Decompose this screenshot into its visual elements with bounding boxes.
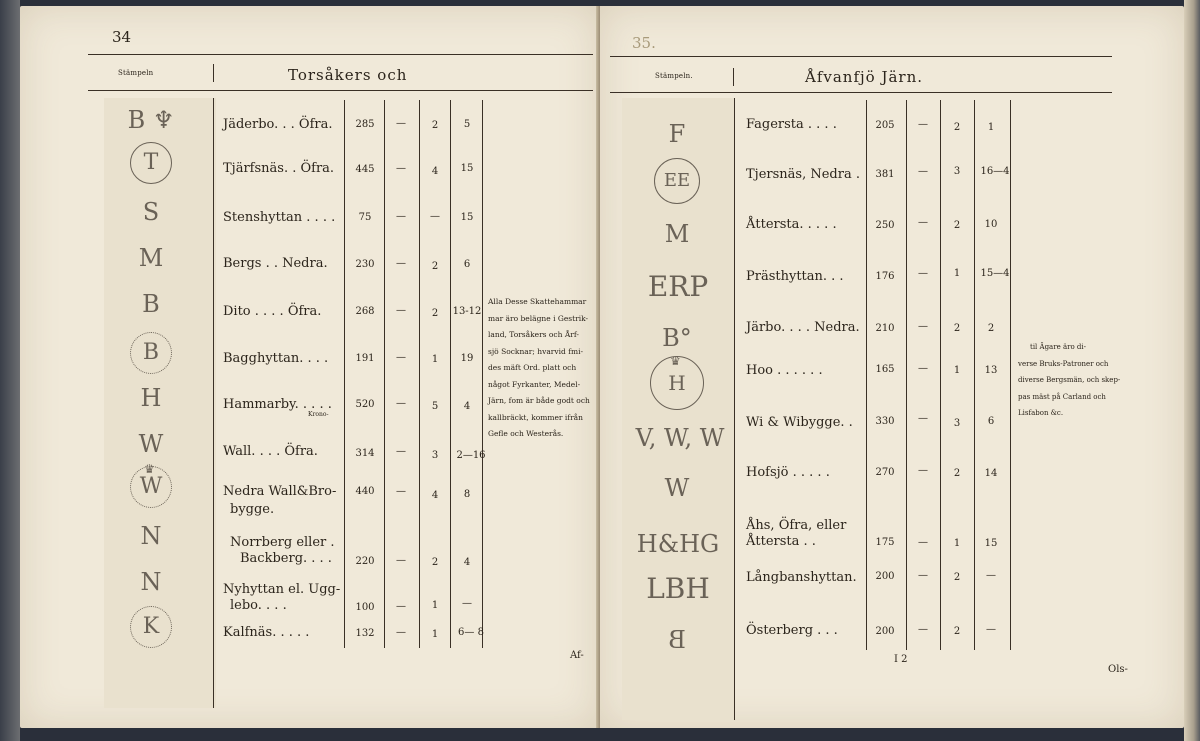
note-line: Alla Desse Skattehammar bbox=[488, 297, 587, 306]
value-cell: 1 bbox=[953, 538, 961, 549]
right-page bbox=[600, 6, 1184, 728]
crown-icon: ♛ bbox=[670, 354, 681, 368]
stamp-mark: B° bbox=[662, 324, 692, 352]
value-cell: 2 bbox=[431, 261, 439, 272]
value-cell: 2 bbox=[431, 557, 439, 568]
value-cell: 200 bbox=[875, 626, 895, 637]
book-edge-right bbox=[1184, 0, 1200, 741]
value-cell: 15 bbox=[984, 538, 998, 549]
value-cell: 2 bbox=[953, 323, 961, 334]
place-name: Norrberg eller . bbox=[230, 535, 335, 550]
stamp-mark: B ♆ bbox=[127, 106, 175, 134]
place-name: Åhs, Öfra, eller bbox=[746, 518, 847, 533]
value-cell: 314 bbox=[355, 448, 375, 459]
value-cell: 16—4 bbox=[980, 166, 1010, 177]
value-cell: 4 bbox=[463, 557, 471, 568]
crown-icon: ♛ bbox=[144, 462, 155, 476]
column-rule bbox=[482, 100, 483, 648]
value-cell: 2 bbox=[953, 572, 961, 583]
value-cell: — bbox=[396, 211, 406, 222]
value-cell: 1 bbox=[431, 354, 439, 365]
value-cell: 75 bbox=[358, 212, 372, 223]
left-page bbox=[20, 6, 598, 728]
catchword: Af- bbox=[570, 650, 584, 661]
value-cell: 1 bbox=[987, 122, 995, 133]
value-cell: 445 bbox=[355, 164, 375, 175]
value-cell: 200 bbox=[875, 571, 895, 582]
value-cell: 15—4 bbox=[980, 268, 1010, 279]
column-rule bbox=[344, 100, 345, 648]
stamp-column-header: Stämpeln bbox=[118, 69, 154, 77]
place-name: Bagghyttan. . . . bbox=[223, 351, 329, 366]
stamp-mark: EE bbox=[632, 158, 722, 204]
value-cell: 13 bbox=[984, 365, 998, 376]
place-name-cont: Backberg. . . . bbox=[240, 551, 332, 566]
place-name: Nedra Wall&Bro- bbox=[223, 484, 337, 499]
note-line: des mäft Ord. platt och bbox=[488, 363, 577, 372]
value-cell: 5 bbox=[431, 401, 439, 412]
column-rule bbox=[1010, 100, 1011, 650]
value-cell: 175 bbox=[875, 537, 895, 548]
value-cell: — bbox=[396, 446, 406, 457]
value-cell: — bbox=[396, 352, 406, 363]
stamp-mark: N bbox=[140, 568, 162, 596]
stamp-mark: LBH bbox=[646, 572, 710, 605]
value-cell: 270 bbox=[875, 467, 895, 478]
value-cell: 230 bbox=[355, 259, 375, 270]
value-cell: — bbox=[396, 258, 406, 269]
column-rule bbox=[384, 100, 385, 648]
value-cell: — bbox=[396, 486, 406, 497]
value-cell: 19 bbox=[460, 353, 474, 364]
value-cell: 440 bbox=[355, 486, 375, 497]
marginal-note bbox=[1018, 339, 1126, 422]
value-cell: 285 bbox=[355, 119, 375, 130]
catchword: Ols- bbox=[1108, 664, 1128, 675]
value-cell: 250 bbox=[875, 220, 895, 231]
place-name: Tjärfsnäs. . Öfra. bbox=[223, 161, 335, 176]
place-name: Österberg . . . bbox=[746, 623, 838, 638]
value-cell: 520 bbox=[355, 399, 375, 410]
signature-mark: I 2 bbox=[894, 654, 908, 665]
value-cell: 1 bbox=[431, 629, 439, 640]
value-cell: — bbox=[918, 217, 928, 228]
stamp-mark: B bbox=[142, 290, 160, 318]
value-cell: — bbox=[918, 465, 928, 476]
value-cell: 5 bbox=[463, 119, 471, 130]
value-cell: 2—16 bbox=[456, 450, 486, 461]
place-name-cont: bygge. bbox=[230, 502, 275, 517]
place-name: Jäderbo. . . Öfra. bbox=[223, 117, 333, 132]
value-cell: 330 bbox=[875, 416, 895, 427]
stamp-mark: M bbox=[138, 244, 164, 272]
value-cell: — bbox=[396, 163, 406, 174]
note-line: Gefle och Westerås. bbox=[488, 429, 564, 438]
note-line: kallbräckt, kommer ifrån bbox=[488, 412, 583, 422]
stamp-mark: ♛ W bbox=[106, 466, 196, 508]
place-name: Bergs . . Nedra. bbox=[223, 256, 328, 271]
place-name: Dito . . . . Öfra. bbox=[223, 304, 322, 319]
value-cell: — bbox=[918, 166, 928, 177]
note-line: land, Torsåkers och Årf- bbox=[488, 330, 579, 339]
place-name: Hofsjö . . . . . bbox=[746, 465, 830, 480]
value-cell: — bbox=[396, 555, 406, 566]
column-rule bbox=[974, 100, 975, 650]
value-cell: 4 bbox=[431, 166, 439, 177]
header-rule bbox=[88, 54, 593, 55]
note-line: pas mäst på Carland och bbox=[1018, 392, 1106, 401]
column-rule bbox=[866, 100, 867, 650]
place-name: Prästhyttan. . . bbox=[746, 269, 844, 284]
place-name: Fagersta . . . . bbox=[746, 117, 837, 132]
stamp-column-divider bbox=[734, 98, 735, 720]
value-cell: — bbox=[918, 537, 928, 548]
header-rule bbox=[610, 56, 1112, 57]
value-cell: 6 bbox=[463, 259, 471, 270]
value-cell: 205 bbox=[875, 120, 895, 131]
value-cell: 4 bbox=[431, 490, 439, 501]
stamp-mark: V, W, W bbox=[635, 424, 725, 452]
stamp-mark: B bbox=[106, 332, 196, 374]
value-cell: — bbox=[396, 398, 406, 409]
value-cell: — bbox=[918, 363, 928, 374]
value-cell: 132 bbox=[355, 628, 375, 639]
place-name: Stenshyttan . . . . bbox=[223, 210, 336, 225]
place-name: Tjersnäs, Nedra . bbox=[746, 167, 860, 182]
value-cell: — bbox=[986, 570, 996, 581]
value-cell: — bbox=[396, 305, 406, 316]
stamp-mark: N bbox=[140, 522, 162, 550]
page-number: 35. bbox=[632, 34, 656, 52]
value-cell: 1 bbox=[953, 365, 961, 376]
value-cell: 3 bbox=[953, 166, 961, 177]
place-name: Hammarby. . . . . bbox=[223, 397, 332, 412]
stamp-mark: ERP bbox=[647, 270, 709, 303]
value-cell: — bbox=[918, 268, 928, 279]
value-cell: 210 bbox=[875, 323, 895, 334]
value-cell: 3 bbox=[431, 450, 439, 461]
place-name: Wall. . . . Öfra. bbox=[223, 444, 318, 459]
page-title: Åfvanfjö Järn. bbox=[805, 68, 924, 86]
value-cell: 15 bbox=[460, 212, 474, 223]
value-cell: 165 bbox=[875, 364, 895, 375]
value-cell: 191 bbox=[355, 353, 375, 364]
value-cell: 14 bbox=[984, 468, 998, 479]
page-number: 34 bbox=[112, 28, 132, 46]
value-cell: 2 bbox=[431, 120, 439, 131]
value-cell: 8 bbox=[463, 489, 471, 500]
stamp-mark: F bbox=[668, 120, 686, 148]
stamp-mark: W bbox=[138, 430, 164, 458]
value-cell: 13-12 bbox=[452, 306, 482, 317]
stamp-column-header: Stämpeln. bbox=[655, 72, 693, 80]
value-cell: 6— 8 bbox=[458, 627, 484, 638]
note-line: verse Bruks-Patroner och bbox=[1018, 359, 1109, 368]
stamp-mark: H bbox=[140, 384, 162, 412]
stamp-mark: S bbox=[142, 198, 160, 226]
value-cell: — bbox=[396, 118, 406, 129]
stamp-mark: H&HG bbox=[636, 530, 720, 558]
value-cell: 2 bbox=[987, 323, 995, 334]
place-name: Wi & Wibygge. . bbox=[746, 415, 853, 430]
column-rule bbox=[940, 100, 941, 650]
value-cell: 100 bbox=[355, 602, 375, 613]
header-divider bbox=[733, 68, 734, 86]
value-cell: 6 bbox=[987, 416, 995, 427]
place-name-cont: Åttersta . . bbox=[746, 534, 816, 549]
value-cell: — bbox=[430, 211, 440, 222]
value-cell: 2 bbox=[953, 220, 961, 231]
value-cell: — bbox=[396, 627, 406, 638]
column-rule bbox=[450, 100, 451, 648]
stamp-mark: K bbox=[106, 606, 196, 648]
place-name: Långbanshyttan. bbox=[746, 570, 857, 585]
value-cell: — bbox=[918, 570, 928, 581]
page-title: Torsåkers och bbox=[288, 66, 408, 84]
stamp-mark: W bbox=[664, 474, 690, 502]
note-line: något Fyrkanter, Medel- bbox=[488, 379, 581, 389]
value-cell: 4 bbox=[463, 401, 471, 412]
place-note: Krono- bbox=[308, 411, 329, 418]
value-cell: — bbox=[986, 624, 996, 635]
note-line: Lisfabon &c. bbox=[1018, 409, 1064, 417]
header-divider bbox=[213, 64, 214, 82]
stamp-mark: ♛ H bbox=[632, 356, 722, 410]
value-cell: 1 bbox=[953, 268, 961, 279]
value-cell: 268 bbox=[355, 306, 375, 317]
note-line: Järn, fom är både godt och bbox=[488, 396, 590, 405]
value-cell: 1 bbox=[431, 600, 439, 611]
value-cell: — bbox=[918, 624, 928, 635]
place-name: Kalfnäs. . . . . bbox=[223, 625, 310, 640]
place-name: Nyhyttan el. Ugg- bbox=[223, 582, 341, 597]
place-name: Järbo. . . . Nedra. bbox=[746, 320, 860, 335]
value-cell: — bbox=[396, 601, 406, 612]
note-line: sjö Socknar; hvarvid fmi- bbox=[488, 346, 584, 356]
book-edge-left bbox=[0, 0, 20, 741]
value-cell: — bbox=[462, 598, 472, 609]
stamp-mark: M bbox=[664, 220, 690, 248]
value-cell: 15 bbox=[460, 163, 474, 174]
value-cell: 2 bbox=[953, 122, 961, 133]
stamp-column-divider bbox=[213, 98, 214, 708]
note-line: diverse Bergsmän, och skep- bbox=[1018, 376, 1121, 384]
value-cell: 2 bbox=[431, 308, 439, 319]
place-name: Hoo . . . . . . bbox=[746, 363, 823, 378]
stamp-mark: B bbox=[668, 626, 686, 654]
place-name-cont: lebo. . . . bbox=[230, 598, 287, 613]
value-cell: 176 bbox=[875, 271, 895, 282]
column-rule bbox=[906, 100, 907, 650]
value-cell: 10 bbox=[984, 219, 998, 230]
stamp-mark: T bbox=[106, 142, 196, 184]
note-line: til Ägare äro di- bbox=[1030, 343, 1086, 351]
marginal-note bbox=[488, 294, 592, 443]
value-cell: 3 bbox=[953, 418, 961, 429]
place-name: Åttersta. . . . . bbox=[746, 217, 837, 232]
header-bottom-rule bbox=[88, 90, 593, 91]
value-cell: — bbox=[918, 413, 928, 424]
value-cell: 220 bbox=[355, 556, 375, 567]
value-cell: 2 bbox=[953, 626, 961, 637]
value-cell: — bbox=[918, 119, 928, 130]
value-cell: — bbox=[918, 321, 928, 332]
value-cell: 381 bbox=[875, 169, 895, 180]
note-line: mar äro belägne i Gestrik- bbox=[488, 313, 589, 323]
value-cell: 2 bbox=[953, 468, 961, 479]
header-bottom-rule bbox=[610, 92, 1112, 93]
